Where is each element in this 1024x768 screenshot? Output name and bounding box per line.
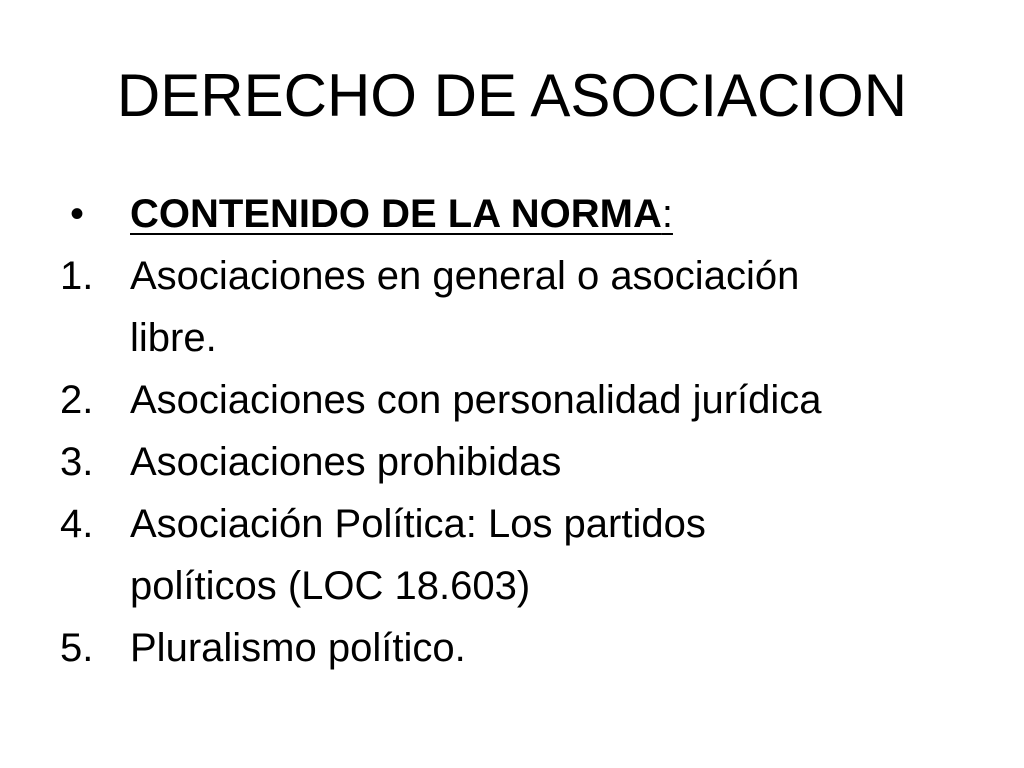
- list-item-text-line2: libre.: [130, 316, 217, 360]
- section-heading: CONTENIDO DE LA NORMA: [130, 192, 662, 236]
- list-item-text-line2: políticos (LOC 18.603): [130, 564, 531, 608]
- list-item-number: 2.: [60, 378, 94, 422]
- heading-text-wrap: [130, 190, 950, 238]
- list-item-number: 3.: [60, 440, 94, 484]
- bullet-icon: •: [70, 192, 85, 236]
- list-item-number: 5.: [60, 626, 94, 670]
- list-item-number: 4.: [60, 502, 94, 546]
- list-item-number: 1.: [60, 254, 94, 298]
- list-item-text: Asociación Política: Los partidos: [130, 502, 706, 546]
- list-item-text: Asociaciones en general o asociación: [130, 254, 800, 298]
- heading-colon: :: [661, 192, 673, 236]
- list-item-text: Asociaciones prohibidas: [130, 440, 562, 484]
- list-item-text: Asociaciones con personalidad jurídica: [130, 378, 822, 422]
- slide-title: DERECHO DE ASOCIACION: [116, 62, 908, 129]
- list-item-text: Pluralismo político.: [130, 626, 466, 670]
